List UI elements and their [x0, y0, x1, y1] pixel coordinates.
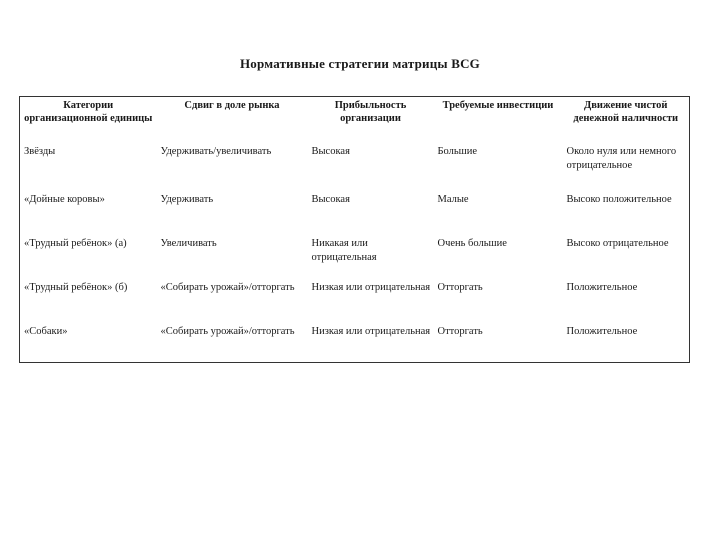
table-row [20, 319, 690, 363]
cell-profitability: Высокая [311, 145, 350, 157]
header-category: Категории организационной единицы [24, 100, 153, 124]
header-profitability: Прибыльность организации [334, 100, 407, 124]
table-row [20, 231, 690, 275]
cell-net-cash-flow: Положительное [566, 281, 638, 293]
cell-market-share-shift: Удерживать/увеличивать [160, 145, 272, 157]
cell-investment: Малые [437, 193, 469, 205]
cell-category: «Трудный ребёнок» (а) [24, 237, 127, 249]
cell-net-cash-flow: Высоко положительное [566, 193, 672, 205]
cell-investment: Отторгать [437, 281, 483, 293]
cell-investment: Отторгать [437, 325, 483, 337]
cell-category: «Трудный ребёнок» (б) [24, 281, 128, 293]
cell-market-share-shift: Увеличивать [160, 237, 217, 249]
cell-category: «Собаки» [24, 325, 68, 337]
cell-investment: Очень большие [437, 237, 507, 249]
bcg-strategy-table [19, 96, 690, 363]
cell-profitability: Никакая или отрицательная [311, 237, 377, 263]
cell-category: Звёзды [24, 145, 56, 157]
cell-profitability: Высокая [311, 193, 350, 205]
cell-category: «Дойные коровы» [24, 193, 105, 205]
page-title: Нормативные стратегии матрицы BCG [240, 56, 480, 71]
cell-market-share-shift: «Собирать урожай»/отторгать [160, 281, 295, 293]
table-row [20, 187, 690, 231]
header-investment: Требуемые инвестиции [442, 100, 554, 111]
cell-net-cash-flow: Положительное [566, 325, 638, 337]
table-header-row [20, 97, 690, 145]
header-market-share-shift: Сдвиг в доле рынка [184, 100, 280, 111]
cell-net-cash-flow: Высоко отрицательное [566, 237, 669, 249]
cell-market-share-shift: Удерживать [160, 193, 214, 205]
cell-market-share-shift: «Собирать урожай»/отторгать [160, 325, 295, 337]
cell-investment: Большие [437, 145, 478, 157]
header-net-cash-flow: Движение чистой денежной наличности [573, 100, 679, 124]
table-row [20, 145, 690, 187]
cell-profitability: Низкая или отрицательная [311, 281, 431, 293]
cell-net-cash-flow: Около нуля или немного отрицательное [566, 145, 677, 171]
cell-profitability: Низкая или отрицательная [311, 325, 431, 337]
table-row [20, 275, 690, 319]
